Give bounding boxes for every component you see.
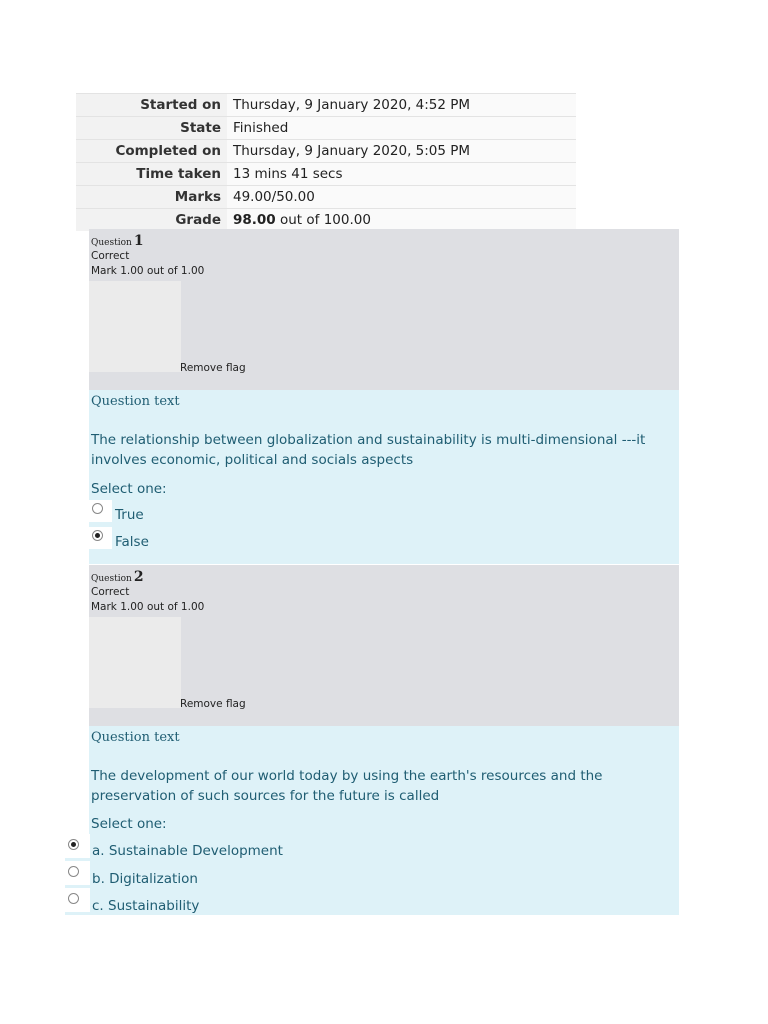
answer-label-b[interactable]: b. Digitalization	[92, 871, 198, 887]
answer-label-a[interactable]: a. Sustainable Development	[92, 843, 283, 859]
summary-row-started	[76, 94, 576, 117]
question-1-content	[89, 390, 679, 564]
summary-label: Marks	[76, 186, 227, 209]
question-label: Question	[91, 238, 132, 248]
question-number-value: 1	[133, 233, 144, 249]
summary-row-marks	[76, 186, 576, 209]
grade-score: 98.00	[233, 212, 276, 228]
summary-value	[227, 209, 576, 232]
summary-row-time-taken	[76, 163, 576, 186]
summary-row-grade	[76, 209, 576, 232]
quiz-summary-table	[76, 93, 576, 231]
answer-radio-a[interactable]	[68, 839, 79, 850]
summary-row-state	[76, 117, 576, 140]
question-label: Question	[91, 574, 132, 584]
question-grade: Mark 1.00 out of 1.00	[91, 265, 205, 277]
question-text-heading: Question text	[91, 394, 180, 409]
summary-value: Finished	[227, 117, 576, 140]
question-number	[91, 233, 144, 249]
remove-flag-link[interactable]: Remove flag	[180, 362, 246, 374]
question-state: Correct	[91, 250, 130, 262]
flag-icon[interactable]	[89, 617, 181, 708]
select-one-label: Select one:	[91, 816, 167, 832]
grade-out-of: out of 100.00	[275, 212, 371, 228]
remove-flag-link[interactable]: Remove flag	[180, 698, 246, 710]
summary-label: State	[76, 117, 227, 140]
summary-label: Time taken	[76, 163, 227, 186]
question-text-heading: Question text	[91, 730, 180, 745]
question-state: Correct	[91, 586, 130, 598]
question-text: The development of our world today by using the earth's resources and the preservation of such sources for the future is called	[91, 768, 603, 804]
answer-label-c[interactable]: c. Sustainability	[92, 898, 200, 914]
summary-value: 49.00/50.00	[227, 186, 576, 209]
answer-radio-c[interactable]	[68, 893, 79, 904]
question-number-value: 2	[133, 569, 144, 585]
answer-radio-true[interactable]	[92, 503, 103, 514]
summary-label: Started on	[76, 94, 227, 117]
question-number	[91, 569, 144, 585]
answer-label-false[interactable]: False	[115, 534, 149, 550]
summary-value: Thursday, 9 January 2020, 5:05 PM	[227, 140, 576, 163]
summary-label: Grade	[76, 209, 227, 232]
question-text: The relationship between globalization and sustainability is multi-dimensional ---it involves economic, political and socials aspects	[91, 432, 646, 468]
question-grade: Mark 1.00 out of 1.00	[91, 601, 205, 613]
summary-row-completed	[76, 140, 576, 163]
answer-radio-b[interactable]	[68, 866, 79, 877]
select-one-label: Select one:	[91, 481, 167, 497]
answer-radio-false[interactable]	[92, 530, 103, 541]
summary-label: Completed on	[76, 140, 227, 163]
answer-label-true[interactable]: True	[115, 507, 144, 523]
summary-value: 13 mins 41 secs	[227, 163, 576, 186]
question-2-info	[89, 565, 679, 726]
question-1-info	[89, 229, 679, 390]
summary-value: Thursday, 9 January 2020, 4:52 PM	[227, 94, 576, 117]
flag-icon[interactable]	[89, 281, 181, 372]
